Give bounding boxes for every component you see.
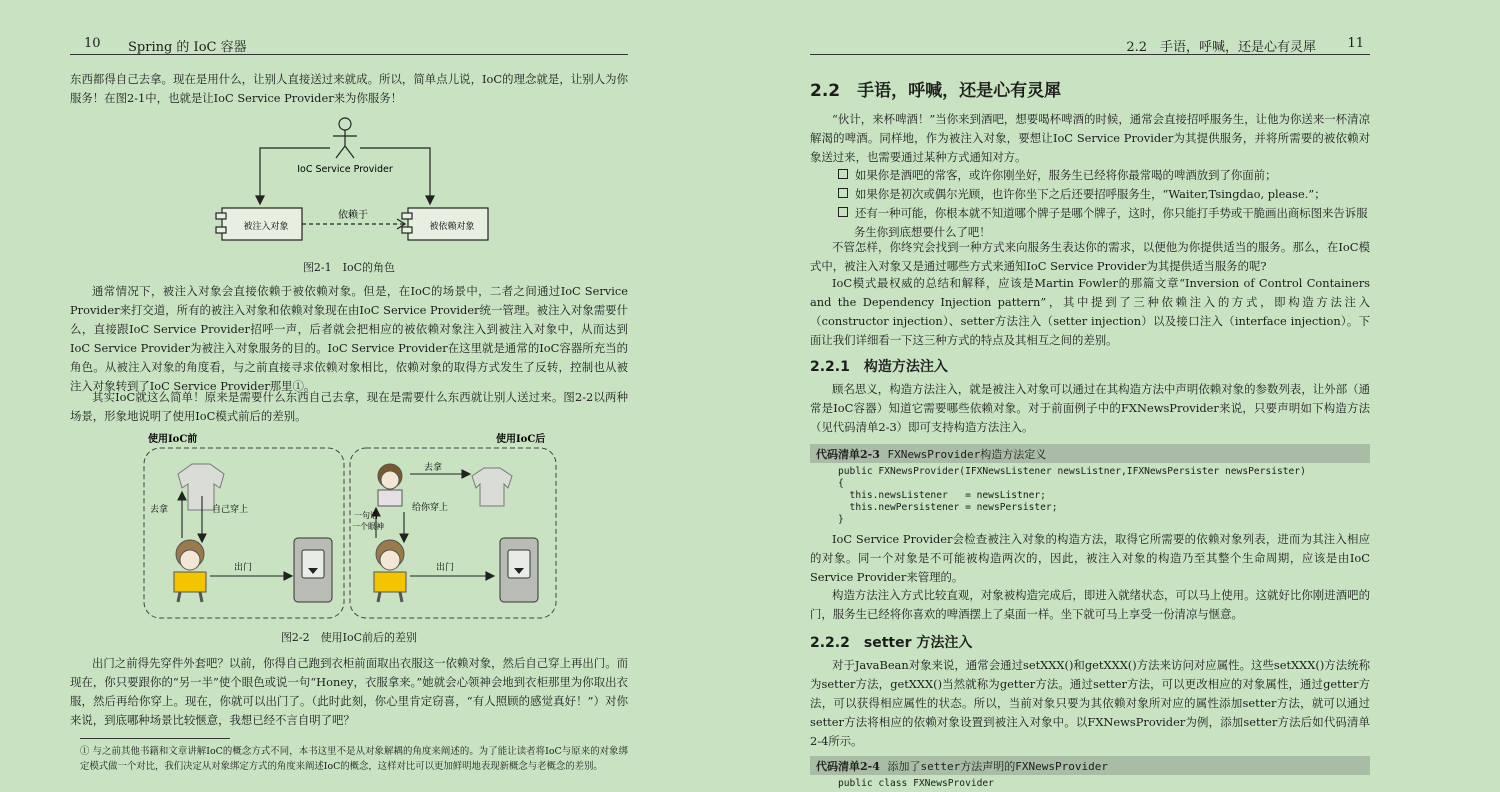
right-page-header: [810, 36, 1370, 55]
paragraph-1: 通常情况下，被注入对象会直接依赖于被依赖对象。但是，在IoC的场景中，二者之间通过IoC Service Provider来打交道，所有的被注入对象和依赖对象现在由IoC Service Provider统一管理。被注入对象需要什么，直接跟IoC Service Provider招呼一声，后者就会把相应的被依赖对象注入到被注入对象中，从而达到IoC Service Provider为被注入对象服务的目的。IoC Service Provider在这里就是通常的IoC容器所充当的角色。从被注入对象的角度看，与之前直接寻求依赖对象相比，依赖对象的取得方式发生了反转，控制也从被注入对象转到了IoC Service Provider那里①。: [70, 284, 628, 393]
actor-head-icon: [339, 118, 351, 130]
code-listing-header-1: [810, 444, 1370, 463]
wear-self-label: 自己穿上: [212, 505, 249, 515]
code-block-2: public class FXNewsProvider: [838, 778, 994, 789]
right-paragraph-1: “伙计，来杯啤酒！”当你来到酒吧，想要喝杯啤酒的时候，通常会直接招呼服务生，让他为你送来一杯清凉解渴的啤酒。同样地，作为被注入对象，要想让IoC Service Provider为其提供服务，并将所需要的被依赖对象送过来，也需要通过某种方式通知对方。: [810, 112, 1370, 164]
bullet-item: 还有一种可能，你根本就不知道哪个牌子是哪个牌子，这时，你只能打手势或干脆画出商标图来告诉服务生你到底想要什么了吧！: [810, 204, 1370, 242]
right-paragraph-5: IoC Service Provider会检查被注入对象的构造方法，取得它所需要的依赖对象列表，进而为其注入相应的对象。同一个对象是不可能被构造两次的，因此，被注入对象的构造乃至其整个生命周期，应该是由IoC Service Provider来管理的。: [810, 532, 1370, 584]
left-page: [70, 0, 628, 792]
bullet-item: 如果你是酒吧的常客，或许你刚坐好，服务生已经将你最常喝的啤酒放到了你面前；: [810, 166, 1370, 185]
right-paragraph-3: IoC模式最权威的总结和解释，应该是Martin Fowler的那篇文章“Inversion of Control Containers and the Dependency Injection pattern”，其中提到了三种依赖注入的方式，即构造方法注入（constructor injection）、setter方法注入（setter injection）以及接口注入（interface injection）。下面让我们详细看一下这三种方式的特点及其相互之间的差别。: [810, 276, 1370, 347]
figure-ioc-roles: [70, 114, 628, 260]
wear-for-you-label: 给你穿上: [412, 503, 449, 513]
boy-icon-after: [374, 540, 406, 602]
subsection-title-1: 2.2.1 构造方法注入: [810, 359, 948, 375]
code-listing-title-2: 代码清单2-4: [816, 760, 880, 773]
label-before: 使用IoC前: [148, 434, 198, 445]
one-word-label: 一句话一个眼神: [352, 511, 384, 531]
code-listing-desc-1: FXNewsProvider构造方法定义: [887, 448, 1047, 461]
right-paragraph-6: 构造方法注入方式比较直观，对象被构造完成后，即进入就绪状态，可以马上使用。这就好比你刚进酒吧的门，服务生已经将你喜欢的啤酒摆上了桌面一样。坐下就可马上享受一份清凉与惬意。: [810, 588, 1370, 621]
right-paragraph-2: 不管怎样，你终究会找到一种方式来向服务生表达你的需求，以便他为你提供适当的服务。那么，在IoC模式中，被注入对象又是通过哪些方式来通知IoC Service Provider为其提供适当服务的呢?: [810, 240, 1370, 273]
figure1-caption: 图2-1 IoC的角色: [302, 261, 396, 274]
subsection-title-2: 2.2.2 setter 方法注入: [810, 635, 973, 651]
actor-label: IoC Service Provider: [297, 164, 393, 175]
box-right-label: 被依赖对象: [429, 222, 475, 232]
right-paragraph-4: 顾名思义，构造方法注入，就是被注入对象可以通过在其构造方法中声明依赖对象的参数列表，让外部（通常是IoC容器）知道它需要哪些依赖对象。对于前面例子中的FXNewsProvider来说，只要声明如下构造方法（见代码清单2-3）即可支持构造方法注入。: [810, 382, 1370, 434]
bullet-item: 如果你是初次或偶尔光顾，也许你坐下之后还要招呼服务生，“Waiter,Tsingdao, please.”；: [810, 185, 1370, 204]
go-out-label: 出门: [234, 563, 253, 573]
right-page-number: 11: [1347, 36, 1364, 51]
right-page: [810, 0, 1370, 792]
figure-ioc-before-after: [70, 426, 628, 626]
checkbox-square-icon: [838, 207, 848, 217]
left-page-header: [70, 36, 628, 55]
paragraph-3: 出门之前得先穿件外套吧？以前，你得自己跑到衣柜前面取出衣服这一依赖对象，然后自己穿上再出门。而现在，你只要跟你的“另一半”使个眼色或说一句“Honey，衣服拿来。”她就会心领神会地到衣柜那里为你取出衣服，然后再给你穿上。现在，你就可以出门了。（此时此刻，你心里肯定窃喜，“有人照顾的感觉真好！”）对你来说，到底哪种场景比较惬意，我想已经不言自明了吧？: [70, 656, 628, 727]
code-listing-title-1: 代码清单2-3: [816, 448, 880, 461]
footnote-divider: [80, 738, 230, 739]
code-listing-header-2: [810, 756, 1370, 775]
checkbox-square-icon: [838, 169, 848, 179]
figure2-caption: 图2-2 使用IoC前后的差别: [280, 631, 418, 644]
section-title: 2.2 手语，呼喊，还是心有灵犀: [810, 81, 1062, 101]
jacket-icon-after: [472, 468, 512, 506]
left-header-title: Spring 的 IoC 容器: [128, 40, 247, 55]
code-block-1: public FXNewsProvider(IFXNewsListener newsListner,IFXNewsPersister newsPersister) { this.newsListener = newsListner; this.newPersistener = newsPersister; }: [838, 466, 1306, 525]
go-get-label-2: 去拿: [424, 463, 443, 473]
code-listing-desc-2: 添加了setter方法声明的FXNewsProvider: [887, 760, 1108, 773]
girl-icon-after: [378, 464, 402, 506]
jacket-icon-before: [178, 464, 224, 510]
go-get-label: 去拿: [150, 505, 169, 515]
left-page-number: 10: [84, 36, 101, 51]
right-header-title: 2.2 手语，呼喊，还是心有灵犀: [1126, 40, 1316, 55]
footnote: ① 与之前其他书籍和文章讲解IoC的概念方式不同，本书这里不是从对象解耦的角度来阐述的。为了能让读者将IoC与原来的对象绑定模式做一个对比，我们决定从对象绑定方式的角度来阐述IoC的概念，这样对比可以更加鲜明地表现新概念与老概念的差别。: [80, 746, 628, 772]
bullet-list: [810, 166, 1370, 242]
boy-icon-before: [174, 540, 206, 602]
checkbox-square-icon: [838, 188, 848, 198]
go-out-label-2: 出门: [436, 563, 455, 573]
door-icon-before: [294, 538, 332, 602]
door-icon-after: [500, 538, 538, 602]
arrow-label: 依赖于: [338, 210, 368, 221]
paragraph-2: 其实IoC就这么简单！原来是需要什么东西自己去拿，现在是需要什么东西就让别人送过来。图2-2以两种场景，形象地说明了使用IoC模式前后的差别。: [70, 390, 628, 423]
label-after: 使用IoC后: [496, 434, 546, 445]
right-paragraph-7: 对于JavaBean对象来说，通常会通过setXXX()和getXXX()方法来访问对应属性。这些setXXX()方法统称为setter方法，getXXX()当然就称为getter方法。通过setter方法，可以更改相应的对象属性，通过getter方法，可以获得相应属性的状态。所以，当前对象只要为其依赖对象所对应的属性添加setter方法，就可以通过setter方法将相应的依赖对象设置到被注入对象中。以FXNewsProvider为例，添加setter方法后如代码清单2-4所示。: [810, 658, 1370, 748]
intro-paragraph: 东西都得自己去拿。现在是用什么，让别人直接送过来就成。所以，简单点儿说，IoC的理念就是，让别人为你服务！在图2-1中，也就是让IoC Service Provider来为你服务！: [70, 72, 628, 105]
box-left-label: 被注入对象: [243, 222, 289, 232]
